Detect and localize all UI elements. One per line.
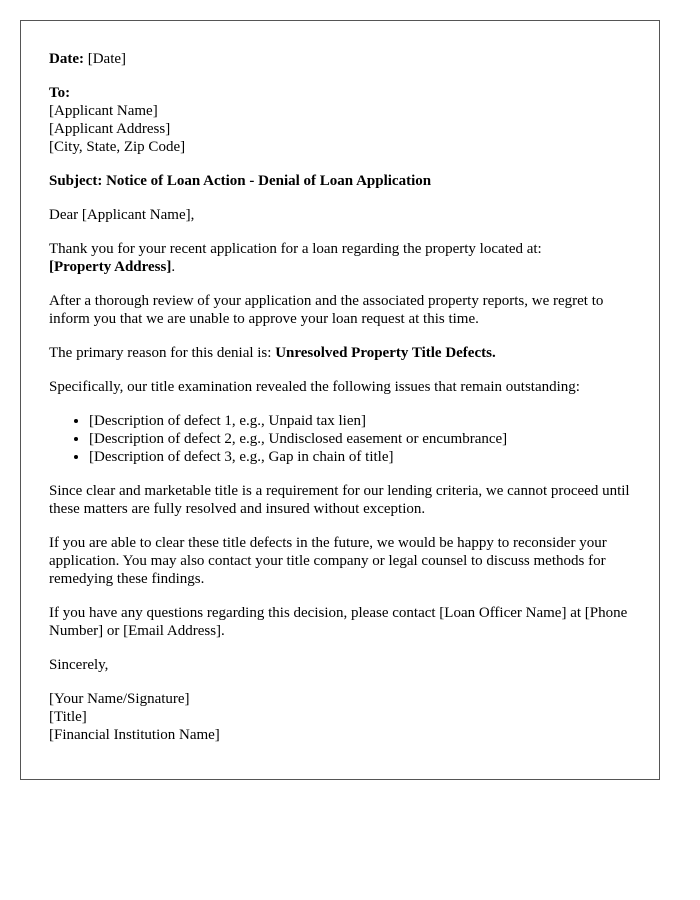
subject-text: Subject: Notice of Loan Action - Denial of Loan Application: [49, 173, 432, 189]
paragraph-reason: [49, 344, 631, 362]
reason-text: The primary reason for this denial is:: [49, 345, 272, 361]
subject-line: [49, 172, 631, 190]
date-value: [Date]: [87, 51, 127, 67]
signer-name: [Your Name/Signature]: [49, 691, 190, 707]
applicant-name: [Applicant Name]: [49, 103, 158, 119]
intro-period: .: [171, 259, 176, 275]
applicant-address: [Applicant Address]: [49, 121, 171, 137]
letter: [20, 20, 660, 780]
paragraph-review: After a thorough review of your application and the associated property reports, we regret to inform you that we are unable to approve your loan request at this time.: [49, 293, 604, 327]
closing: Sincerely,: [49, 657, 109, 673]
paragraph-reconsider: If you are able to clear these title defects in the future, we would be happy to reconsider your application. You may also contact your title company or legal counsel to discuss methods for remedying these findings.: [49, 535, 607, 587]
intro-text: Thank you for your recent application for a loan regarding the property located at:: [49, 241, 542, 257]
defect-list: [49, 412, 631, 466]
paragraph-requirement: Since clear and marketable title is a requirement for our lending criteria, we cannot proceed until these matters are fully resolved and insured without exception.: [49, 483, 630, 517]
property-address: [Property Address]: [49, 259, 172, 275]
list-item: • [Description of defect 1, e.g., Unpaid tax lien]: [89, 412, 631, 430]
paragraph-specifics: Specifically, our title examination revealed the following issues that remain outstanding:: [49, 379, 580, 395]
date-line: [49, 50, 631, 68]
date-label: Date:: [49, 51, 84, 67]
signer-title: [Title]: [49, 709, 87, 725]
list-item: • [Description of defect 3, e.g., Gap in chain of title]: [89, 448, 631, 466]
salutation: Dear [Applicant Name],: [49, 207, 195, 223]
signature-block: [49, 690, 631, 744]
recipient-block: [49, 84, 631, 156]
institution-name: [Financial Institution Name]: [49, 727, 220, 743]
to-label: To:: [49, 85, 71, 101]
applicant-city-state-zip: [City, State, Zip Code]: [49, 139, 186, 155]
denial-reason: Unresolved Property Title Defects.: [275, 345, 496, 361]
paragraph-intro: [49, 240, 631, 276]
list-item: • [Description of defect 2, e.g., Undisclosed easement or encumbrance]: [89, 430, 631, 448]
paragraph-contact: If you have any questions regarding this decision, please contact [Loan Officer Name] at [Phone Number] or [Email Address].: [49, 605, 628, 639]
